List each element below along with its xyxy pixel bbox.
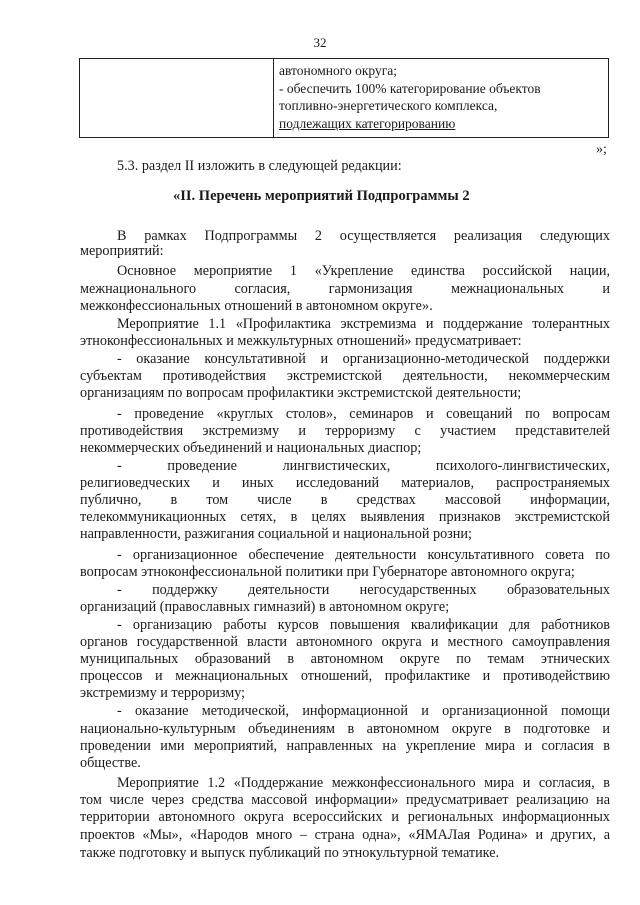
body-line: субъектам противодействия экстремистской деятельности, некоммерческим [80, 368, 610, 384]
body-line: межконфессиональных отношений в автономном округе». [80, 298, 433, 314]
body-line: органов государственной власти автономного округа и местного самоуправления [80, 634, 610, 650]
table-line: автономного округа; [279, 63, 397, 78]
table-cell-empty [80, 59, 274, 137]
section-note: 5.3. раздел II изложить в следующей редакции: [117, 158, 402, 174]
body-line: направленности, разжигания социальной и национальной розни; [80, 526, 472, 542]
page-number: 32 [313, 35, 327, 50]
body-line: экстремизму и терроризму; [80, 685, 246, 701]
body-line: этноконфессиональных и межкультурных отношений» предусматривает: [80, 333, 522, 349]
body-line: Мероприятие 1.1 «Профилактика экстремизма и поддержание толерантных [117, 316, 610, 332]
body-line: - поддержку деятельности негосударственных образовательных [117, 582, 610, 598]
body-line: В рамках Подпрограммы 2 осуществляется реализация следующих [117, 228, 610, 244]
table-line: подлежащих категорированию [279, 115, 456, 131]
table-cell-text [274, 59, 608, 137]
body-line: том числе через средства массовой информации» предусматривает реализацию на [80, 792, 610, 808]
continuation-table [79, 58, 609, 138]
body-line: также подготовку и выпуск публикаций по этнокультурной тематике. [80, 845, 500, 861]
body-line: публично, в том числе в средствах массовой информации, [80, 492, 610, 508]
body-line: межнационального согласия, гармонизация межнациональных и [80, 281, 610, 297]
body-line: муниципальных образований в автономном округе по темам этнических [80, 651, 610, 667]
body-line: религиоведческих и иных исследований материалов, распространяемых [80, 475, 610, 491]
body-line: организаций (православных гимназий) в автономном округе; [80, 599, 450, 615]
body-line: - оказание консультативной и организационно-методической поддержки [117, 351, 610, 367]
body-line: - организационное обеспечение деятельности консультативного совета по [117, 547, 610, 563]
body-line: противодействия экстремизму и терроризму с участием представителей [80, 423, 610, 439]
table-line: топливно-энергетического комплекса, [279, 98, 498, 113]
body-line: проектов «Мы», «Народов много – страна одна», «ЯМАЛая Родина» и других, а [80, 827, 610, 843]
body-line: Основное мероприятие 1 «Укрепление единства российской нации, [117, 263, 610, 279]
closing-quote: »; [596, 142, 607, 157]
body-line: некоммерческих объединений и национальных диаспор; [80, 440, 422, 456]
body-line: национально-культурным объединениям в автономном округе в подготовке и [80, 721, 610, 737]
section-heading: «II. Перечень мероприятий Подпрограммы 2 [173, 188, 470, 204]
body-line: - оказание методической, информационной и организационной помощи [117, 703, 610, 719]
body-line: Мероприятие 1.2 «Поддержание межконфессионального мира и согласия, в [117, 775, 610, 791]
body-line: процессов и межнациональных отношений, профилактике и противодействию [80, 668, 610, 684]
body-line: телекоммуникационных сетях, в целях выявления признаков экстремистской [80, 509, 610, 525]
body-line: обществе. [80, 755, 141, 771]
body-line: территории автономного округа всероссийских и региональных информационных [80, 809, 610, 825]
body-line: организациям по вопросам профилактики экстремистской деятельности; [80, 385, 522, 401]
table-line: - обеспечить 100% категорирование объектов [279, 80, 541, 96]
body-line: мероприятий: [80, 243, 164, 259]
body-line: - организацию работы курсов повышения квалификации для работников [117, 617, 610, 633]
body-line: - проведение лингвистических, психолого-лингвистических, [117, 458, 610, 474]
body-line: проведении ими мероприятий, направленных на укрепление мира и согласия в [80, 738, 610, 754]
body-line: вопросам этноконфессиональной политики при Губернаторе автономного округа; [80, 564, 575, 580]
body-line: - проведение «круглых столов», семинаров и совещаний по вопросам [117, 406, 610, 422]
